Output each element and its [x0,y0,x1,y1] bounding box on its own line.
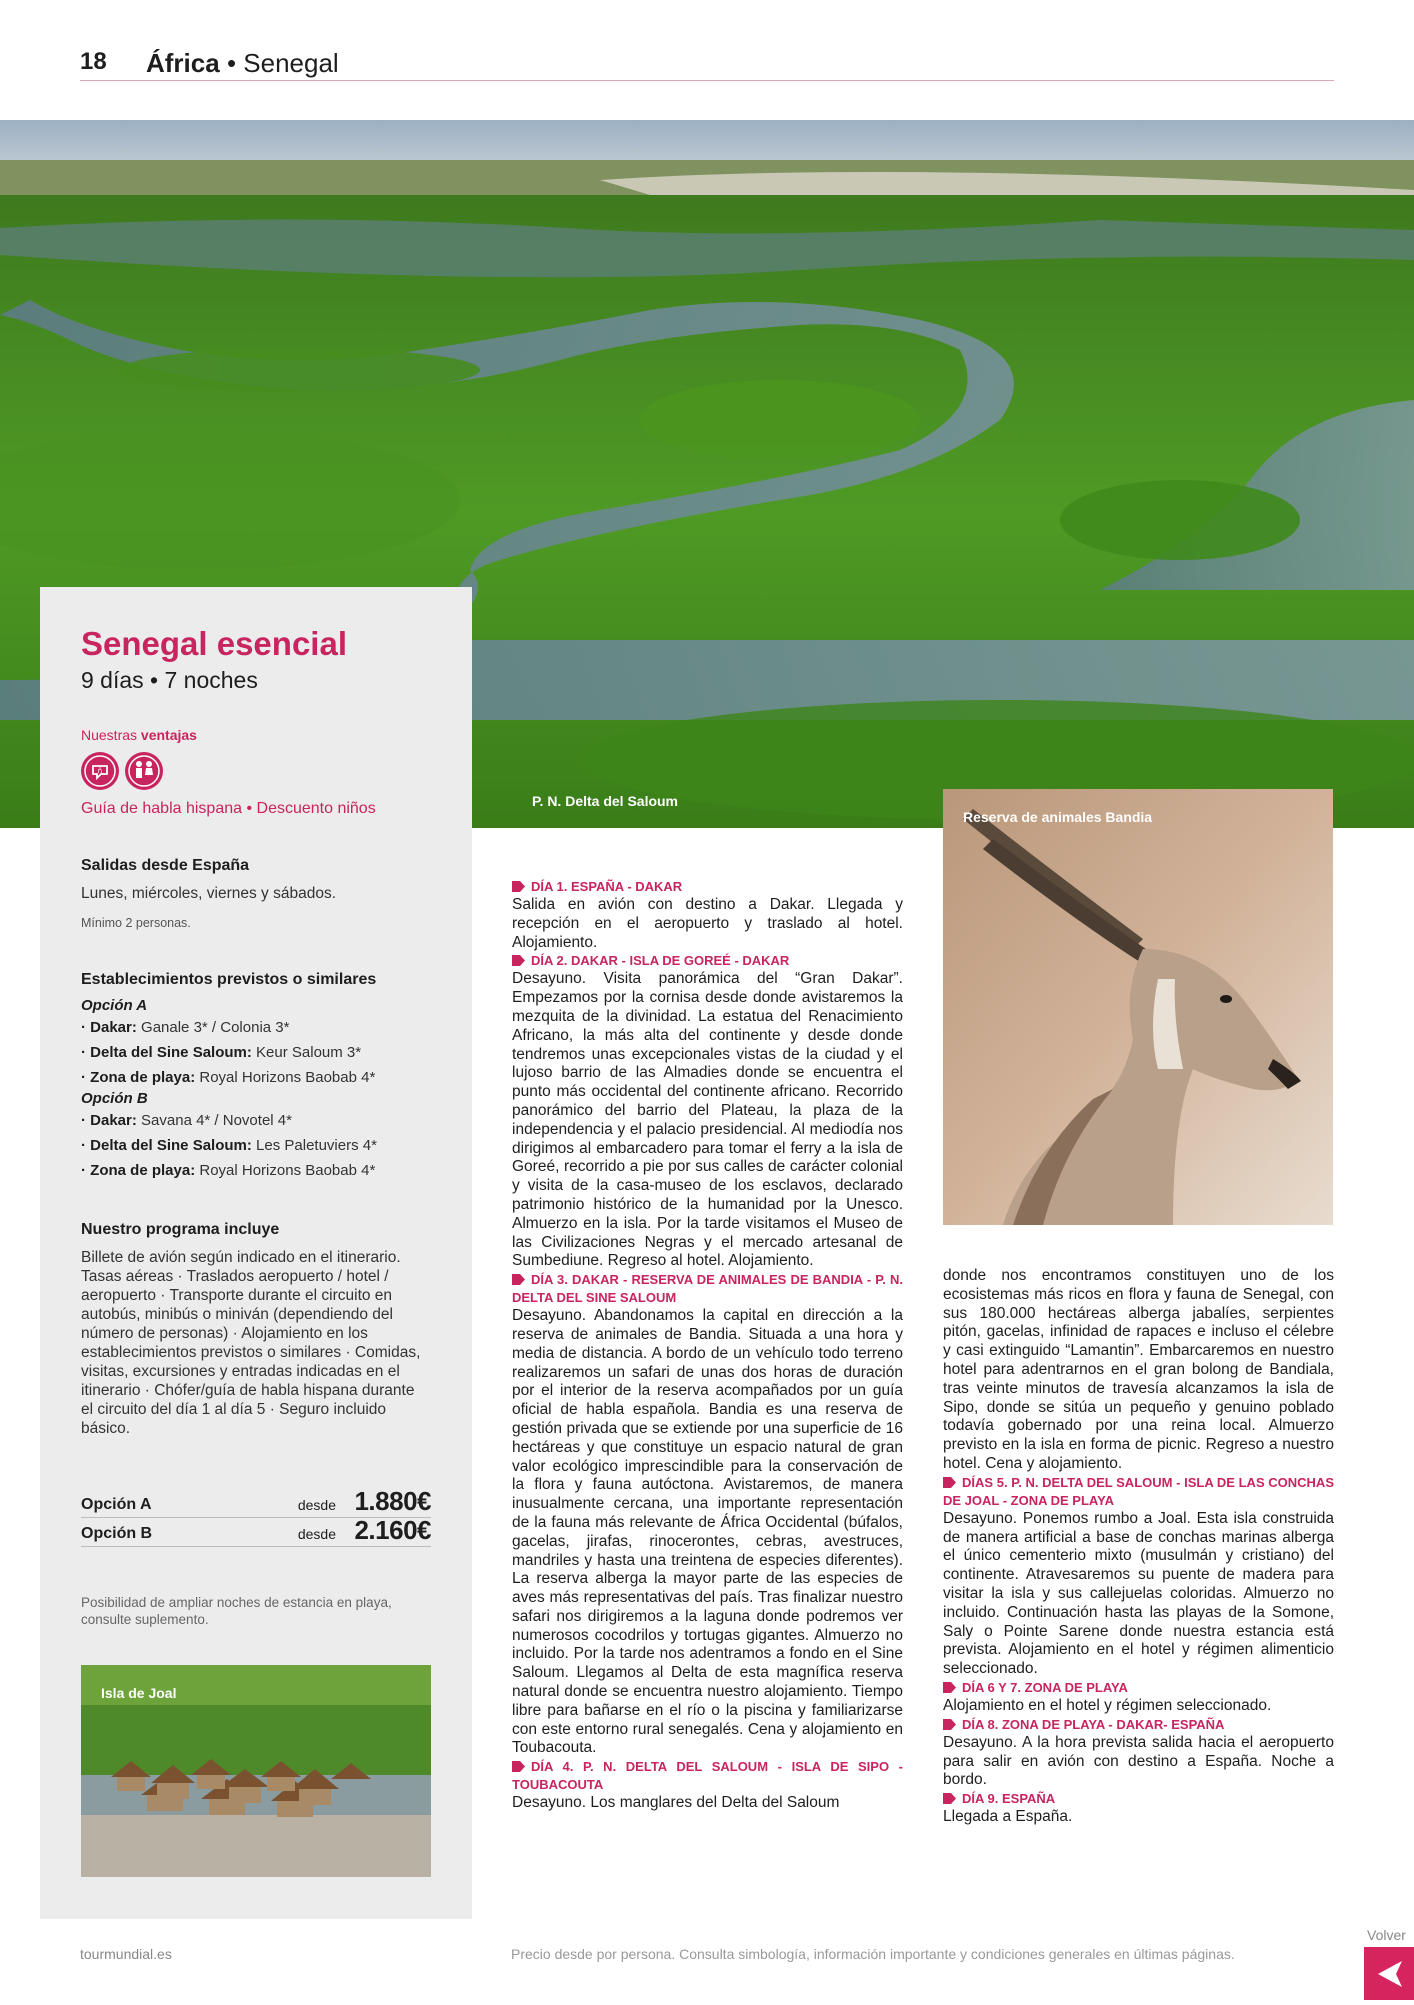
price-from-label: desde [297,1526,336,1542]
option-label: Opción A [81,997,148,1014]
joal-island-photo [81,1665,431,1877]
day-text: donde nos encontramos constituyen uno de los ecosistemas más ricos en flora y fauna de Senegal, con sus 180.000 hectáreas alberga jabalíes, serpientes pitón, gacelas, infinidad de rapaces e incluso el célebre y casi extinguido “Lamantin”. Embarcaremos en nuestro hotel para adentrarnos en el gran bolong de Bandiala, tras veinte minutos de travesía alcanzamos la isla de Sipo, donde se sitúa un pequeño y genuino poblado todavía gobernado por una reina local. Almuerzo previsto en la isla en forma de picnic. Regreso a nuestro hotel. Cena y alojamiento. [943,1267,1334,1472]
bullet-icon [512,881,525,892]
establishment-item: · Dakar: Savana 4* / Novotel 4* [81,1112,292,1129]
bullet-icon [512,1274,525,1285]
back-arrow-icon [1364,1947,1414,2000]
spanish-guide-icon [81,752,119,790]
establishments-list [81,997,431,1183]
day-heading: DÍAS 5. P. N. DELTA DEL SALOUM - ISLA DE LAS CONCHAS DE JOAL - ZONA DE PLAYA [943,1474,1334,1508]
price-option-label: Opción B [81,1525,153,1542]
departure-days: Lunes, miércoles, viernes y sábados. [81,885,337,902]
bullet-icon [512,1761,525,1772]
price-value: 2.160€ [354,1515,431,1545]
day-text: Alojamiento en el hotel y régimen seleccionado. [943,1696,1272,1714]
option-label: Opción B [81,1090,148,1107]
day-heading: DÍA 1. ESPAÑA - DAKAR [512,878,903,896]
tour-title: Senegal esencial [81,625,347,662]
establishments-heading: Establecimientos previstos o similares [81,971,377,988]
day-text: Salida en avión con destino a Dakar. Llegada y recepción en el aeropuerto y traslado al hotel. Alojamiento. [512,896,903,951]
day-heading: DÍA 4. P. N. DELTA DEL SALOUM - ISLA DE SIPO - TOUBACOUTA [512,1759,903,1793]
country-name: Senegal [243,48,339,78]
bullet-icon [512,955,525,966]
tour-info-box [40,587,472,1919]
page-header [80,46,1334,81]
day-heading: DÍA 2. DAKAR - ISLA DE GOREÉ - DAKAR [512,952,903,970]
eland-antelope-image [943,789,1333,1225]
itinerary-column-1 [512,878,903,1813]
day-text: Desayuno. A la hora prevista salida hacia el aeropuerto para salir en avión con destino a España. Noche a bordo. [943,1733,1334,1789]
price-note: Posibilidad de ampliar noches de estancia en playa, consulte suplemento. [81,1595,392,1627]
day-text: Desayuno. Visita panorámica del “Gran Dakar”. Empezamos por la cornisa desde donde avistaremos la mezquita de la divinidad. La estatua del Renacimiento Africano, la más alta del continente y desde donde tendremos unas excepcionales vistas de la ciudad y el lujoso barrio de las Almadies donde se encuentra el punto más occidental del continente africano. Recorrido panorámico del barrio del Plateau, la plaza de la independencia y el palacio presidencial. Al mediodía nos dirigimos al embarcadero para tomar el ferry a la isla de Goreé, recorrido a pie por sus calles de carácter colonial y visita de la casa-museo de los esclavos, declarado patrimonio histórico de la humanidad por la Unesco. Almuerzo en la isla. Por la tarde visitamos el Museo de las Civilizaciones Negras y el mercado artesanal de Sumbediune. Regreso al hotel. Alojamiento. [512,970,903,1270]
joal-photo-caption: Isla de Joal [101,1685,177,1701]
day-heading: DÍA 8. ZONA DE PLAYA - DAKAR- ESPAÑA [943,1716,1334,1734]
minimum-persons-note: Mínimo 2 personas. [81,916,191,930]
price-row-option-a [81,1486,431,1518]
back-button[interactable] [1364,1947,1414,2000]
page-section-title [146,48,339,79]
bandia-reserve-photo [943,789,1333,1225]
bullet-icon [943,1477,956,1488]
includes-text: Billete de avión según indicado en el itinerario. Tasas aéreas · Traslados aeropuerto / hotel / aeropuerto · Transporte durante el circuito en autobús, minibús o miniván (dependiendo del número de personas) · Alojamiento en los establecimientos previstos o similares · Comidas, visitas, excursiones y entradas indicadas en el itinerario · Chófer/guía de habla hispana durante el circuito del día 1 al día 5 · Seguro incluido básico. [81,1249,421,1437]
day-text: Desayuno. Los manglares del Delta del Saloum [512,1794,840,1812]
bullet-icon [943,1719,956,1730]
footer-price-note: Precio desde por persona. Consulta simbología, información importante y condiciones generales en últimas páginas. [511,1946,1235,1962]
advantages-icons [81,752,431,792]
establishment-item: · Zona de playa: Royal Horizons Baobab 4* [81,1069,376,1086]
price-option-label: Opción A [81,1496,152,1513]
price-row-option-b [81,1515,431,1547]
includes-heading: Nuestro programa incluye [81,1221,280,1238]
day-text: Desayuno. Abandonamos la capital en dirección a la reserva de animales de Bandia. Situada a una hora y media de distancia. A bordo de un vehículo todo terreno realizaremos un safari de unas dos horas de duración por el interior de la reserva acompañados por un guía oficial de habla española. Bandia es una reserva de gestión privada que se extiende por una superficie de 16 hectáreas y que constituye un espacio natural de gran valor ecológico imprescindible para la conservación de la flora y fauna autóctona. Avistaremos, de manera inusualmente cercana, una importante representación de la fauna más relevante de África Occidental (búfalos, gacelas, jirafas, rinocerontes, cebras, avestruces, mandriles y hasta una treintena de especies diferentes). La reserva alberga la mayor parte de las especies de aves más representativas del país. Tras finalizar nuestro safari nos dirigiremos a la laguna donde podremos ver numerosos cocodrilos y tortugas gigantes. Almuerzo no incluido. Por la tarde nos adentramos a fondo en el Sine Saloum. Llegamos al Delta de esta magnífica reserva natural donde se encuentra nuestro alojamiento. Tiempo libre para bañarse en el río o la piscina y familiarizarse con este entorno rural senegalés. Cena y alojamiento en Toubacouta. [512,1307,903,1757]
price-value: 1.880€ [354,1486,431,1516]
departures-heading: Salidas desde España [81,857,250,874]
region-name: África [146,48,220,78]
separator: • [226,48,237,78]
children-discount-icon [125,752,163,790]
advantages-text: Guía de habla hispana • Descuento niños [81,800,376,817]
antelope-photo-caption: Reserva de animales Bandia [963,809,1153,825]
page-number: 18 [80,48,107,75]
bullet-icon [943,1682,956,1693]
establishment-item: · Delta del Sine Saloum: Keur Saloum 3* [81,1044,362,1061]
establishment-item: · Dakar: Ganale 3* / Colonia 3* [81,1019,290,1036]
footer-site-link[interactable]: tourmundial.es [80,1946,172,1962]
day-heading: DÍA 6 Y 7. ZONA DE PLAYA [943,1679,1334,1697]
back-label[interactable]: Volver [1367,1927,1406,1943]
day-heading: DÍA 9. ESPAÑA [943,1790,1334,1808]
day-text: Desayuno. Ponemos rumbo a Joal. Esta isla construida de manera artificial a base de conchas marinas alberga el único cementerio mixto (musulmán y cristiano) del continente. Atravesaremos su puente de madera para visitar la isla y sus callejuelas coloridas. Almuerzo no incluido. Continuación hasta las playas de la Somone, Saly o Pointe Sarene donde nuestra estancia está prevista. Alojamiento en el hotel y régimen alimenticio seleccionado. [943,1509,1334,1678]
advantages-prefix: Nuestras [81,727,138,743]
advantages-heading [81,727,431,743]
advantages-bold: ventajas [140,727,197,743]
hero-photo-caption: P. N. Delta del Saloum [532,793,679,809]
establishment-item: · Delta del Sine Saloum: Les Paletuviers 4* [81,1137,377,1154]
svg-text:ñ: ñ [97,767,103,775]
price-from-label: desde [297,1497,336,1513]
day-text: Llegada a España. [943,1808,1073,1826]
establishment-item: · Zona de playa: Royal Horizons Baobab 4* [81,1162,376,1179]
day-heading: DÍA 3. DAKAR - RESERVA DE ANIMALES DE BANDIA - P. N. DELTA DEL SINE SALOUM [512,1272,903,1306]
bullet-icon [943,1793,956,1804]
itinerary-column-2 [943,1267,1334,1827]
tour-duration: 9 días • 7 noches [81,667,258,693]
